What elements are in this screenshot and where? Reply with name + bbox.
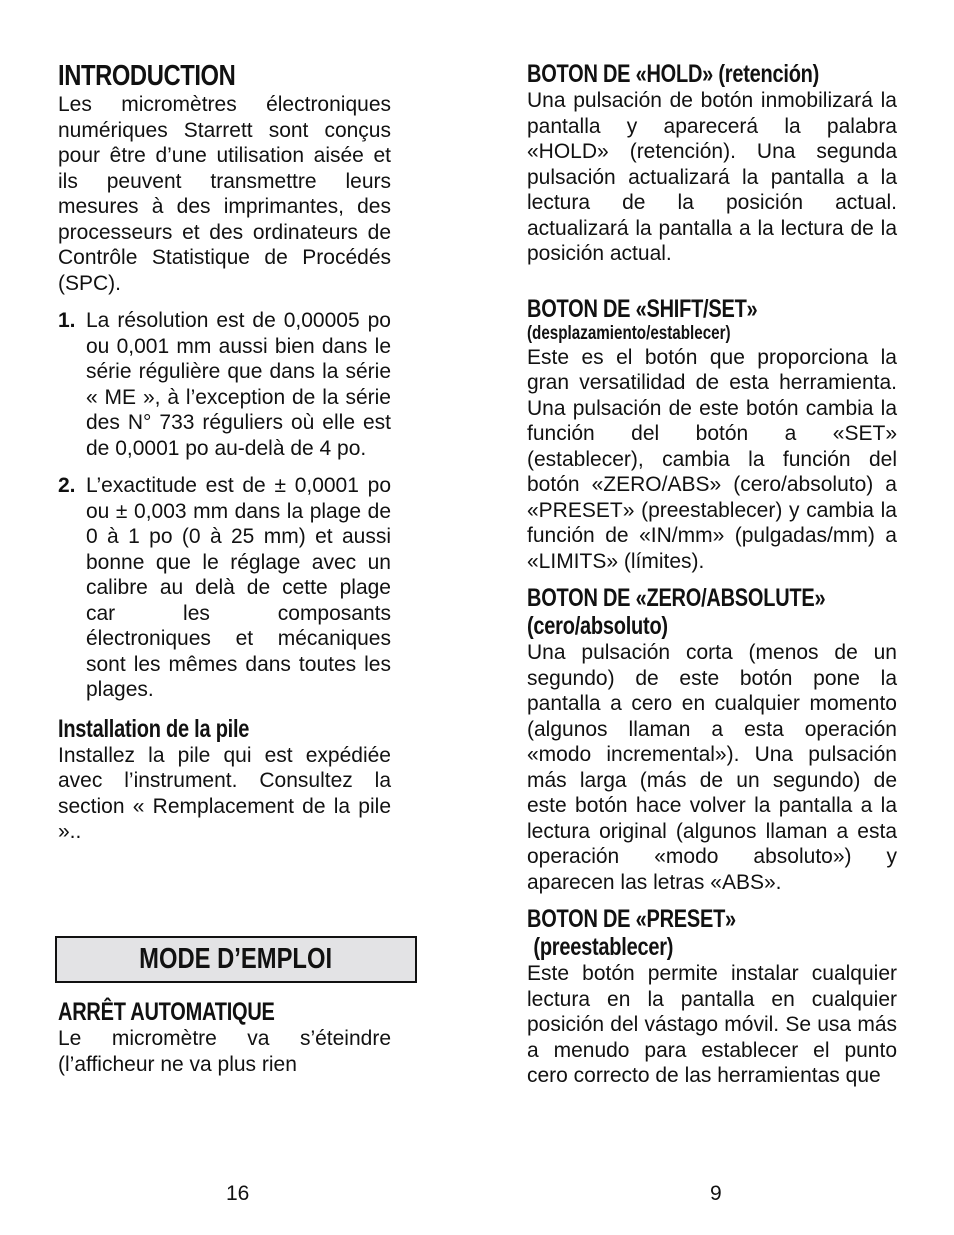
list-item (58, 308, 391, 461)
list-number: 1. (58, 309, 76, 332)
shift-heading: BOTON DE «SHIFT/SET» (527, 294, 758, 323)
zero-heading-line1: BOTON DE «ZERO/ABSOLUTE» (527, 584, 826, 612)
preset-heading-line2: (preestablecer) (533, 933, 674, 961)
mode-emploi-banner (55, 936, 417, 983)
list-text: L’exactitude est de ± 0,0001 po ou ± 0,003 mm dans la plage de 0 à 1 po (0 à 25 mm) et aussi bonne que le réglage avec un calibre au delà de cette plage car les composants électroniques et mécaniques sont les mêmes dans toutes les plages. (86, 474, 391, 701)
arret-section (58, 998, 391, 1077)
list-item (58, 473, 391, 703)
zero-heading-line2: (cero/absoluto) (527, 612, 668, 640)
list-number: 2. (58, 474, 76, 497)
preset-heading-line1: BOTON DE «PRESET» (527, 905, 736, 933)
page-number-left: 16 (226, 1182, 250, 1205)
left-page (58, 60, 391, 845)
preset-paragraph: Este botón permite instalar cualquier lectura en la pantalla en cualquier posición del vástago móvil. Se usa más a menudo para establecer el punto cero correcto de las herramientas que (527, 962, 897, 1087)
shift-paragraph: Este es el botón que proporciona la gran versatilidad de esta herramienta. Una pulsación de este botón cambia la función del botón a «SET» (establecer), cambia la función del botón «ZERO/ABS» (cero/absoluto) a «PRESET» (preestablecer) y cambia la función de «IN/mm» (pulgadas/mm) a «LIMITS» (límites). (527, 345, 897, 573)
shift-subheading: (desplazamiento/establecer) (527, 322, 731, 344)
list-text: La résolution est de 0,00005 po ou 0,001 mm aussi bien dans le série régulière que dans la série « ME », à l’exception de la série des N° 733 réguliers où elle est de 0,0001 po au-delà de 4 po. (86, 309, 391, 460)
zero-section (527, 584, 897, 895)
page-number-right: 9 (710, 1182, 722, 1205)
hold-heading: BOTON DE «HOLD» (retención) (527, 60, 820, 88)
preset-section (527, 905, 897, 1089)
spec-list (58, 308, 391, 703)
hold-paragraph: Una pulsación de botón inmobilizará la pantalla y aparecerá la palabra «HOLD» (retención). Una segunda pulsación actualizará la pantalla a la lectura de la posición actual. actualizará la pantalla a la lectura de la posición actual. (527, 89, 897, 265)
right-page (527, 60, 897, 1089)
intro-paragraph: Les micromètres électroniques numériques Starrett sont conçus pour être d’une utilisation aisée et ils peuvent transmettre leurs mesures à des imprimantes, des processeurs et des ordinateurs de Contrôle Statistique de Procédés (SPC). (58, 93, 391, 295)
arret-paragraph: Le micromètre va s’éteindre (l’afficheur ne va plus rien (58, 1027, 391, 1076)
pile-paragraph: Installez la pile qui est expédiée avec l’instrument. Consultez la section « Remplacement de la pile ».. (58, 743, 391, 843)
mode-heading: MODE D’EMPLOI (139, 943, 333, 975)
arret-heading: ARRÊT AUTOMATIQUE (58, 998, 275, 1026)
shift-section (527, 295, 897, 575)
pile-heading: Installation de la pile (58, 714, 250, 743)
intro-heading: INTRODUCTION (58, 60, 236, 92)
zero-paragraph: Una pulsación corta (menos de un segundo) de este botón pone la pantalla a cero en cualquier momento (algunos llaman a esta operación «modo incremental»). Una pulsación más larga (más de un segundo) de este botón hace volver la pantalla a la lectura original (algunos llaman a esta operación «modo absoluto») y aparecen las letras «ABS». (527, 641, 897, 894)
